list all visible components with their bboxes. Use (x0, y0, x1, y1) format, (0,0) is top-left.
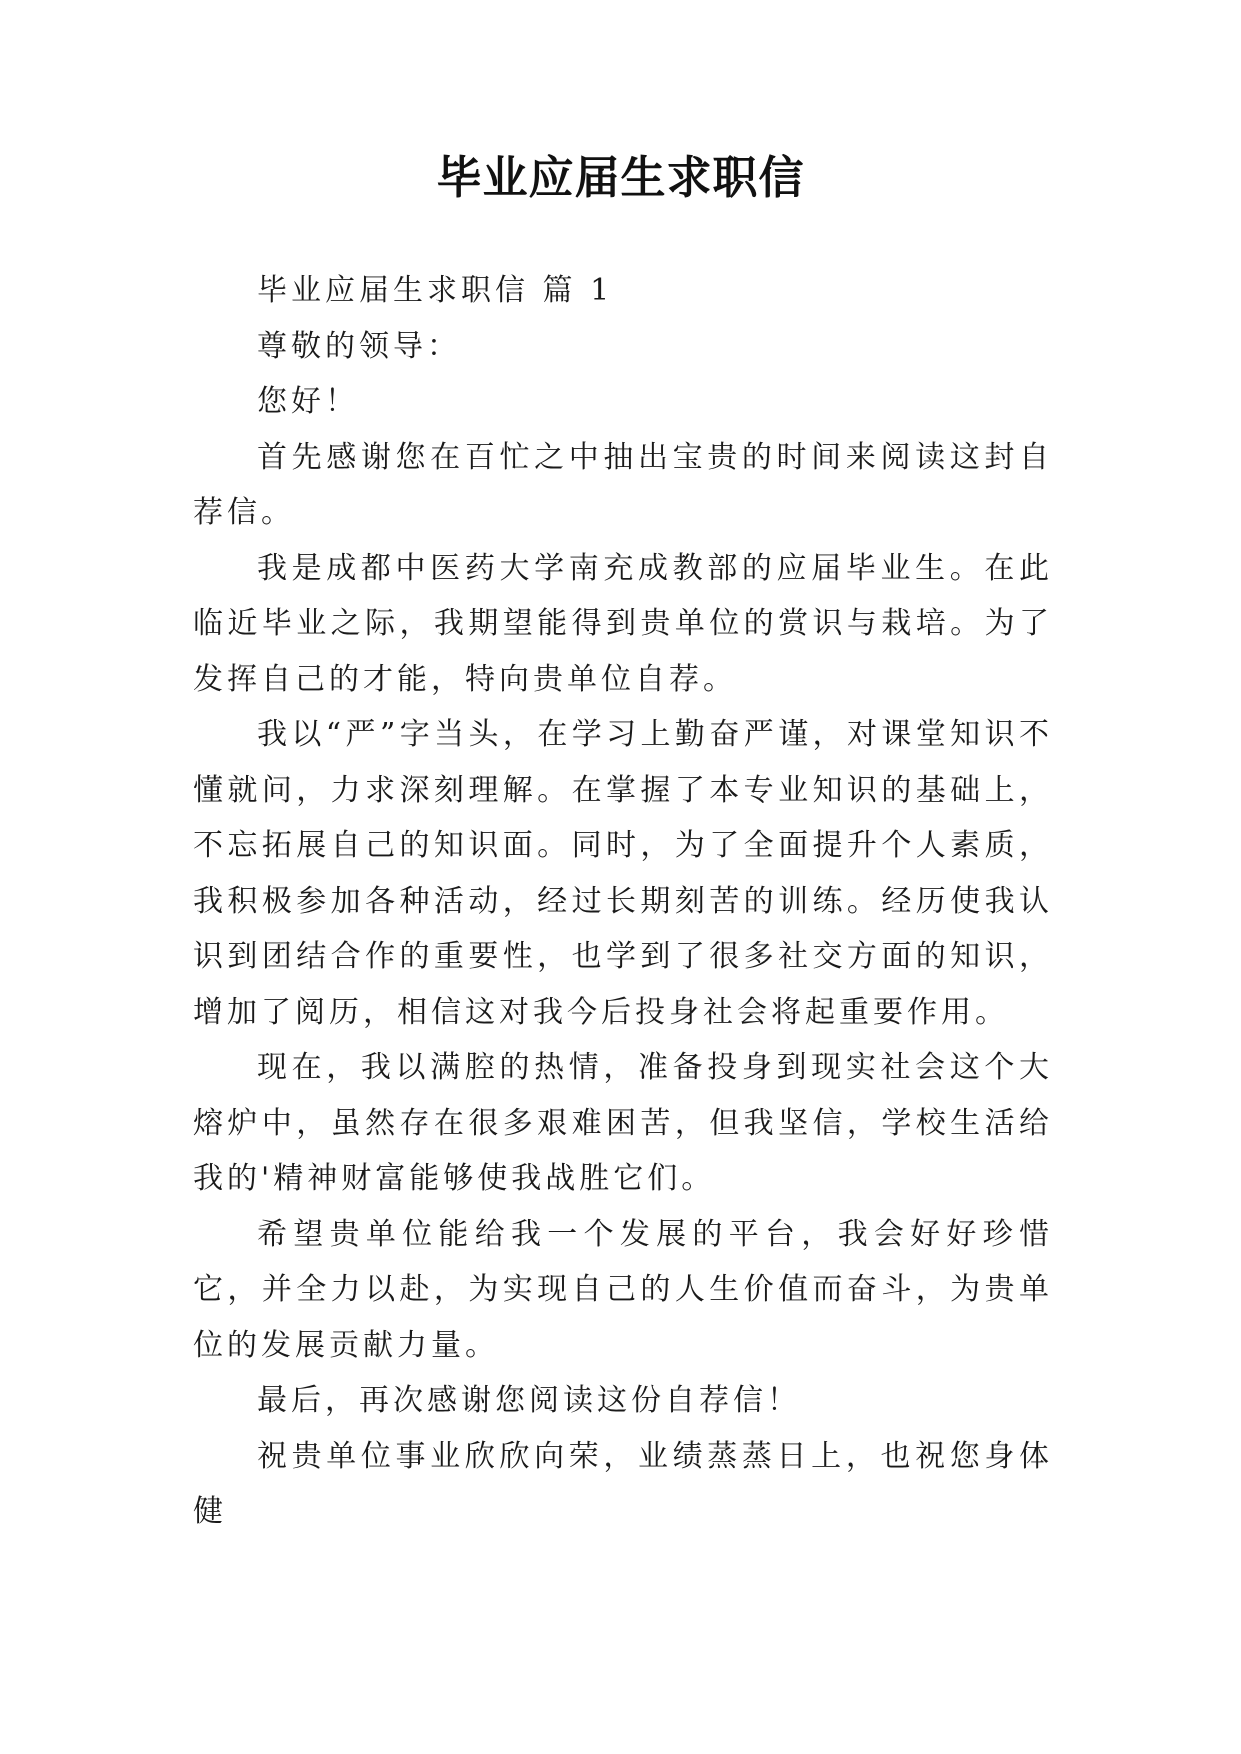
paragraph-heading: 毕业应届生求职信 篇 1 (257, 273, 614, 308)
paragraph-thanks: 首先感谢您在百忙之中抽出宝贵的时间来阅读这封自荐信。 (193, 439, 1053, 530)
document-body (193, 263, 1053, 1540)
paragraph-determination: 现在，我以满腔的热情，准备投身到现实社会这个大熔炉中，虽然存在很多艰难困苦，但我坚信，学校生活给我的'精神财富能够使我战胜它们。 (193, 1050, 1053, 1196)
paragraph-closing-thanks: 最后，再次感谢您阅读这份自荐信！ (257, 1383, 801, 1418)
paragraph-introduction: 我是成都中医药大学南充成教部的应届毕业生。在此临近毕业之际，我期望能得到贵单位的赏识与栽培。为了发挥自己的才能，特向贵单位自荐。 (193, 550, 1053, 697)
paragraph-wishes: 祝贵单位事业欣欣向荣，业绩蒸蒸日上，也祝您身体健 (193, 1438, 1053, 1529)
paragraph-study-experience: 我以“严”字当头，在学习上勤奋严谨，对课堂知识不懂就问，力求深刻理解。在掌握了本专业知识的基础上，不忘拓展自己的知识面。同时，为了全面提升个人素质，我积极参加各种活动，经过长期刻苦的训练。经历使我认识到团结合作的重要性，也学到了很多社交方面的知识，增加了阅历，相信这对我今后投身社会将起重要作用。 (193, 717, 1053, 1030)
paragraph-salutation: 尊敬的领导： (257, 328, 461, 364)
paragraph-greeting: 您好！ (257, 384, 359, 419)
paragraph-hope: 希望贵单位能给我一个发展的平台，我会好好珍惜它，并全力以赴，为实现自己的人生价值而奋斗，为贵单位的发展贡献力量。 (193, 1216, 1053, 1363)
document-title: 毕业应届生求职信 (436, 151, 805, 204)
